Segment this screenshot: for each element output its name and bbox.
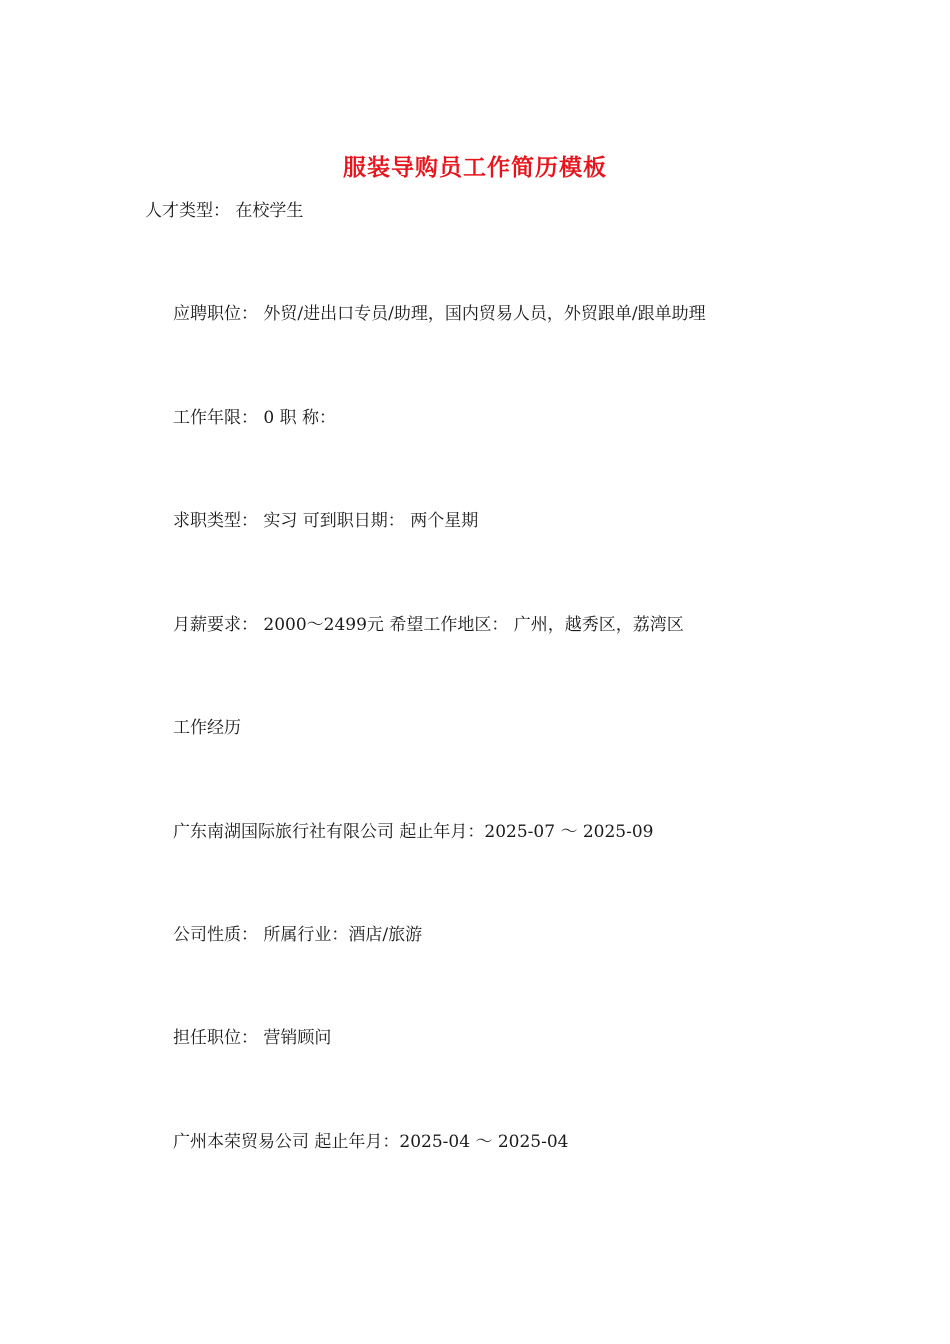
- company-2-line: 广州本荣贸易公司 起止年月：2025-04 ～ 2025-04: [173, 1132, 569, 1152]
- job-type-line: 求职类型： 实习 可到职日期： 两个星期: [173, 511, 479, 531]
- salary-line: 月薪要求： 2000～2499元 希望工作地区： 广州，越秀区，荔湾区: [173, 615, 684, 635]
- role-line: 担任职位： 营销顾问: [173, 1028, 332, 1048]
- position-applied-line: 应聘职位： 外贸/进出口专员/助理，国内贸易人员，外贸跟单/跟单助理: [173, 304, 706, 324]
- company-1-line: 广东南湖国际旅行社有限公司 起止年月：2025-07 ～ 2025-09: [173, 822, 654, 842]
- talent-type-line: 人才类型： 在校学生: [145, 201, 304, 221]
- company-nature-line: 公司性质： 所属行业：酒店/旅游: [173, 925, 423, 945]
- document-title: 服装导购员工作简历模板: [343, 154, 607, 181]
- work-experience-heading: 工作经历: [173, 718, 241, 738]
- work-years-line: 工作年限： 0 职 称：: [173, 408, 337, 428]
